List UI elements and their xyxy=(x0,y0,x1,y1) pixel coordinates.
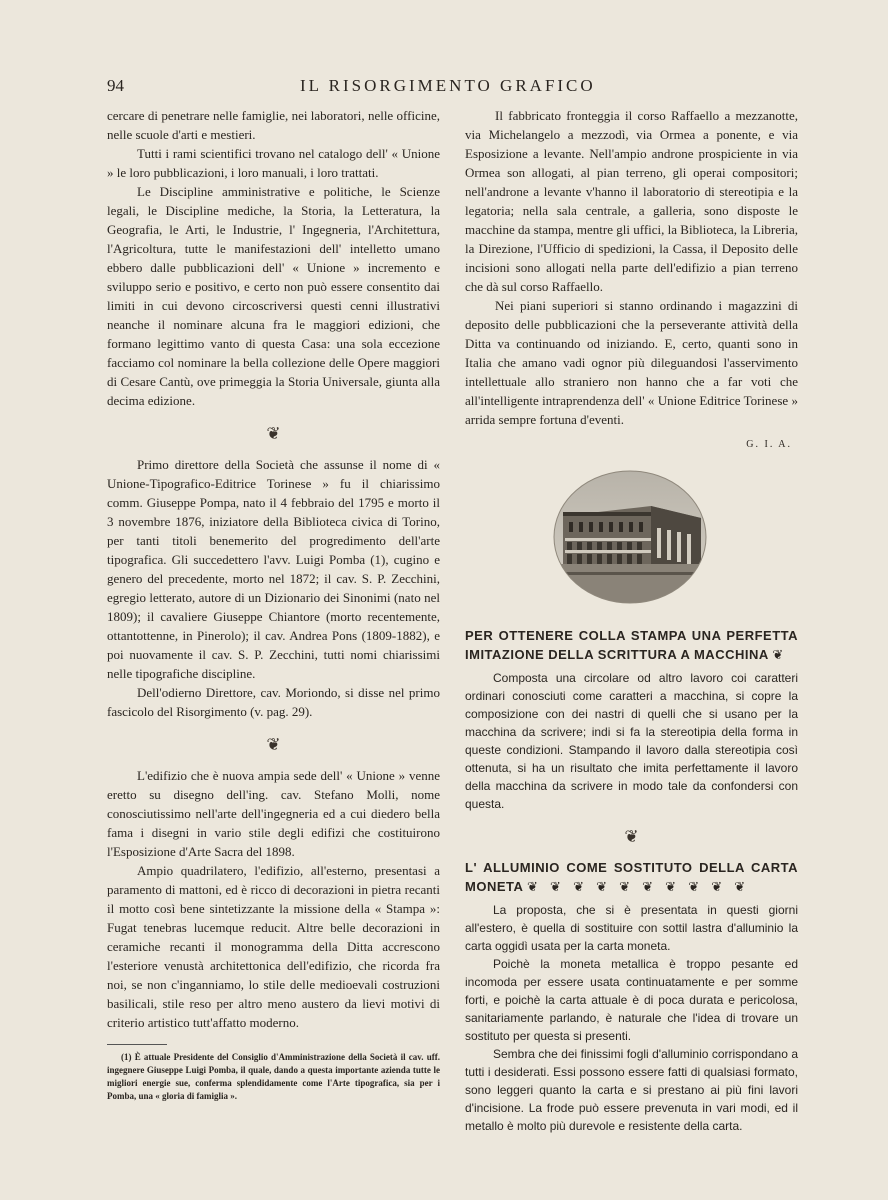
right-paragraph-4: La proposta, che si è presentata in questi giorni all'estero, è quella di sostituire con sottil lastra d'alluminio la carta oggidì usata per la carta moneta. xyxy=(465,903,798,953)
fleuron-ornament: ❦ xyxy=(266,735,281,754)
fleuron-ornament: ❦ xyxy=(266,424,281,443)
building-photo-image xyxy=(551,468,709,606)
right-paragraph-6: Sembra che dei finissimi fogli d'alluminio corrispondano a tutti i desiderati. Essi possono essere fatti di qualsiasi formato, sono leggeri quanto la carta e si prestano ai più fini lavori d'incisione. La frode può essere prevenuta in vari modi, ed il metallo è molto più durevole e resistente della carta. xyxy=(465,1047,798,1133)
heading-text: PER OTTENERE COLLA STAMPA UNA PERFETTA IMITAZIONE DELLA SCRITTURA A MACCHINA xyxy=(465,628,798,662)
author-signature: G. I. A. xyxy=(746,439,792,450)
left-paragraph-1: cercare di penetrare nelle famiglie, nei laboratori, nelle officine, nelle scuole d'arti e mestieri. xyxy=(107,108,440,142)
footnote-rule xyxy=(107,1044,167,1045)
heading-text: L' ALLUMINIO COME SOSTITUTO DELLA CARTA MONETA xyxy=(465,860,798,894)
left-paragraph-5: Dell'odierno Direttore, cav. Moriondo, si disse nel primo fascicolo del Risorgimento (v. pag. 29). xyxy=(107,685,440,719)
heading-ornament-row: ❦ ❦ ❦ ❦ ❦ ❦ ❦ ❦ ❦ ❦ xyxy=(527,880,750,895)
right-paragraph-2: Nei piani superiori si stanno ordinando i magazzini di deposito delle pubblicazioni che la perseverante attività della Ditta va continuando od iniziando. E, certo, quanti sono in Italia che amano vadi ognor più dileguandosi l'asservimento intellettuale allo straniero non hanno che a far voti che all'intelligente intraprendenza dell' « Unione Editrice Torinese » arrida sempre fortuna d'eventi. xyxy=(465,298,798,427)
left-paragraph-6: L'edifizio che è nuova ampia sede dell' « Unione » venne eretto su disegno dell'ing. cav. Stefano Molli, nome conosciutissimo nell'arte dell'ingegneria ed a cui diedero bella fama i disegni in vario stile degli edifizi che costituirono l'Esposizione d'Arte Sacra del 1898. xyxy=(107,768,440,859)
left-paragraph-4: Primo direttore della Società che assunse il nome di « Unione-Tipografico-Editrice Torinese » fu il chiarissimo comm. Giuseppe Pompa, nato il 4 febbraio del 1795 e morto il 3 novembre 1876, iniziatore della Biblioteca civica di Torino, per tanti titoli benemerito del progredimento dell'arte tipografica. Gli succedettero l'avv. Luigi Pomba (1), cugino e genero del precedente, morto nel 1872; il cav. S. P. Zecchini, egregio letterato, autore di un Dizionario dei Sinonimi (nato nel 1809); il cavaliere Giuseppe Chiantore (morto recentemente, ottantottenne, in Pinerolo); il cav. Andrea Pons (1809-1882), e poi nuovamente il cav. S. P. Zecchini, tutti nomi chiarissimi nelle tipografiche discipline. xyxy=(107,457,440,681)
building-photo xyxy=(551,468,709,606)
page-number: 94 xyxy=(107,76,124,95)
article-heading-typewriter xyxy=(465,626,798,665)
left-paragraph-2: Tutti i rami scientifici trovano nel catalogo dell' « Unione » le loro pubblicazioni, i loro manuali, i loro trattati. xyxy=(107,146,440,180)
right-paragraph-5: Poichè la moneta metallica è troppo pesante ed incomoda per essere usata continuatamente e per somme forti, e poichè la carta attuale è di poca durata e pericolosa, sanitariamente parlando, è naturale che l'idea di trovare un sostituto per questa si presenti. xyxy=(465,957,798,1043)
left-paragraph-7: Ampio quadrilatero, l'edifizio, all'esterno, presentasi a paramento di mattoni, ed è ricco di decorazioni in pietra recanti il motto così bene sintetizzante la missione della « Stampa »: Fugat tenebras lucemque reducit. Altre belle decorazioni in ceramiche recanti il monogramma della Ditta accrescono l'esteriore venustà architettonica dell'edifizio, che ricorda fra noi, se non c'inganniamo, lo stile delle medioevali costruzioni basilicali, stile reso per altro meno austero da lievi motivi di criterio artistico tutt'affatto moderno. xyxy=(107,863,440,1030)
article-heading-aluminium xyxy=(465,858,798,897)
heading-ornament: ❦ xyxy=(772,648,788,663)
right-column xyxy=(465,106,798,1135)
right-paragraph-1: Il fabbricato fronteggia il corso Raffaello a mezzanotte, via Michelangelo a mezzodì, via Ormea a ponente, e via Esposizione a levante. Nell'ampio androne prospiciente in via Ormea son allogati, al pian terreno, gli operai compositori; nell'androne a levante v'hanno il laboratorio di stereotipia e la legatoria; nella sala centrale, a galleria, sono disposte le macchine da stampa, mentre gli uffici, la Biblioteca, la Libreria, la Direzione, l'Ufficio di spedizioni, la Cassa, il Deposito delle incisioni sono allogati nella parte dell'edifizio a pian terreno che dà sul corso Raffaello. xyxy=(465,108,798,294)
running-title: IL RISORGIMENTO GRAFICO xyxy=(300,76,596,95)
footnote: (1) È attuale Presidente del Consiglio d'Amministrazione della Società il cav. uff. ingegnere Giuseppe Luigi Pomba, il quale, dando a questa importante azienda tutte le migliori energie sue, conferma splendidamente come l'Arte tipografica, sia per i Pomba, una « gloria di famiglia ». xyxy=(107,1052,440,1101)
fleuron-ornament: ❦ xyxy=(624,827,639,846)
left-column xyxy=(107,106,440,1103)
right-paragraph-3: Composta una circolare od altro lavoro coi caratteri ordinari conosciuti come caratteri a macchina, si copre la composizione con dei nastri di quelli che si usano per la macchina da scrivere; indi si fa la stereotipia della forma in queste condizioni. Stampando il lavoro dalla stereotipia così ottenuta, si ha un risultato che imita perfettamente il lavoro della macchina da scrivere in modo tale da confondersi con questa. xyxy=(465,671,798,811)
left-paragraph-3: Le Discipline amministrative e politiche, le Scienze legali, le Discipline mediche, la Storia, la Letteratura, la Geografia, le Arti, le Industrie, l' Ingegneria, l'Architettura, l'Agricoltura, tutte le manifestazioni dell' intelletto umano ebbero dalle pubblicazioni dell' « Unione » incremento e sviluppo serio e positivo, e certo non può essere consentito dai limiti in cui devono circoscriversi questi cenni illustrativi neanche il nominare alcuna fra le maggiori edizioni, che formano legittimo vanto di questa Casa: una sola eccezione facciamo col nominare la bella collezione delle Opere maggiori di Cesare Cantù, ove primeggia la Storia Universale, giunta alla decima edizione. xyxy=(107,184,440,408)
